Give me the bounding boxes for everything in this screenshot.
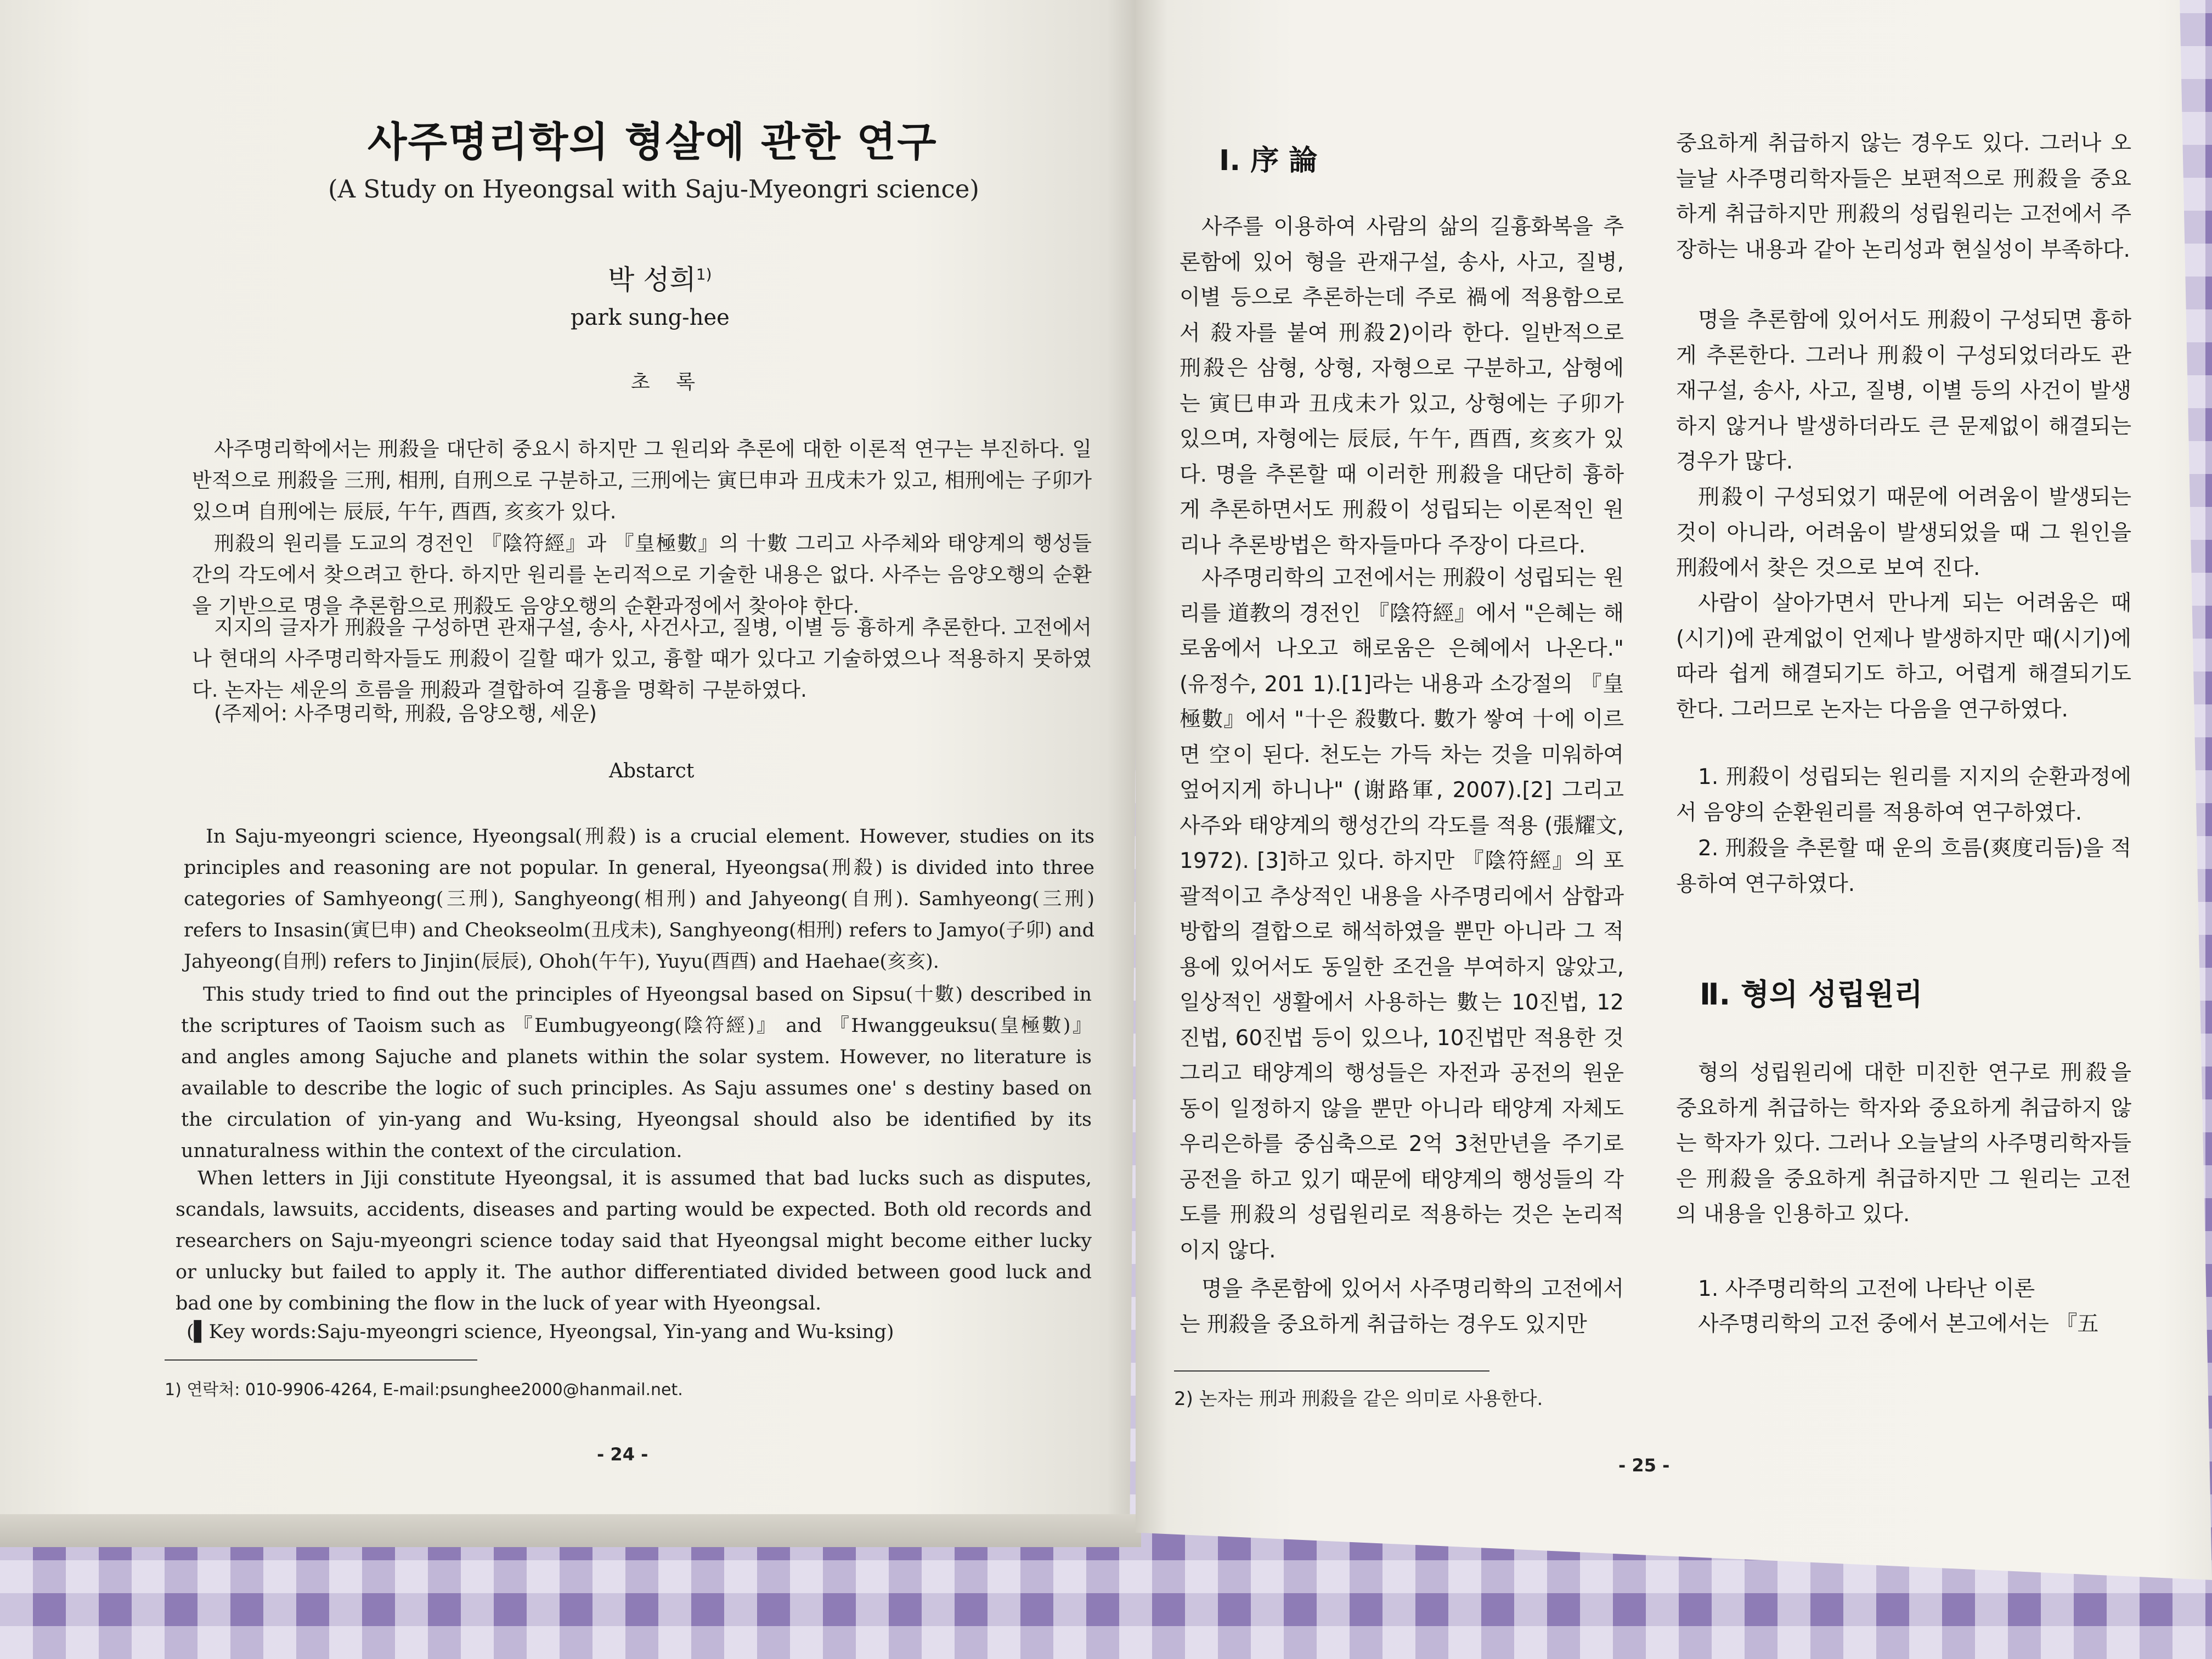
- body-paragraph: 명을 추론함에 있어서도 刑殺이 구성되면 흉하게 추론한다. 그러나 刑殺이 구성되었더라도 관재구설, 송사, 사고, 질병, 이별 등의 사건이 발생하지 않거나 발생하더라도 큰 문제없이 해결되는 경우가 많다.: [1676, 308, 2131, 474]
- page-number-left: - 24 -: [597, 1444, 648, 1465]
- body-paragraph: 중요하게 취급하지 않는 경우도 있다. 그러나 오늘날 사주명리학자들은 보편적으로 刑殺을 중요하게 취급하지만 刑殺의 성립원리는 고전에서 주장하는 내용과 같아 논리성과 현실성이 부족하다.: [1676, 131, 2131, 262]
- abstract-korean-paragraph: 사주명리학에서는 刑殺을 대단히 중요시 하지만 그 원리와 추론에 대한 이론적 연구는 부진하다. 일반적으로 刑殺을 三刑, 相刑, 自刑으로 구분하고, 三刑에는 寅巳申과 丑戌未가 있고, 相刑에는 子卯가 있으며 自刑에는 辰辰, 午午, 酉酉, 亥亥가 있다.: [192, 437, 1092, 523]
- section-2-heading: Ⅱ. 형의 성립원리: [1700, 977, 1923, 1012]
- list-item: 1. 刑殺이 성립되는 원리를 지지의 순환과정에서 음양의 순환원리를 적용하여 연구하였다.: [1676, 765, 2131, 825]
- abstract-english-paragraph: This study tried to find out the principles of Hyeongsal based on Sipsu(十數) described in the scriptures of Taoism such as 『Eumbugyeong(陰符經)』 and 『Hwanggeuksu(皇極數)』 and angles among Sajuche and planets within the solar system. However, no literature is available to describe the logic of such principles. As Saju assumes one' s destiny based on the circulation of yin-yang and Wu-ksing, Hyeongsal should also be identified by its unnaturalness within the context of the circulation.: [181, 984, 1092, 1162]
- footnote-2: 2) 논자는 刑과 刑殺을 같은 의미로 사용한다.: [1174, 1388, 1543, 1410]
- author-footnote-marker: 1): [696, 265, 712, 284]
- footnote-rule: [1174, 1370, 1489, 1372]
- abstract-korean-heading: 초 록: [631, 371, 705, 393]
- author-korean-name: 박 성희: [608, 264, 696, 296]
- keywords-english: (▌Key words:Saju-myeongri science, Hyeongsal, Yin-yang and Wu-ksing): [187, 1321, 894, 1343]
- body-paragraph: 사주명리학의 고전에서는 刑殺이 성립되는 원리를 道教의 경전인 『陰符經』에서 "은혜는 해로움에서 나오고 해로움은 은혜에서 나온다." (유정수, 201 1).[1]라는 내용과 소강절의 『皇極數』에서 "十은 殺數다. 數가 쌓여 十에 이르면 空이 된다. 천도는 가득 차는 것을 미워하여 엎어지게 하니나" (谢路軍, 2007).[2] 그리고 사주와 태양계의 행성간의 각도를 적용 (張耀文, 1972). [3]하고 있다. 하지만 『陰符經』의 포괄적이고 추상적인 내용을 사주명리에서 삼합과 방합의 결합으로 해석하였을 뿐만 아니라 그 적용에 있어서도 동일한 조건을 부여하지 않았고, 일상적인 생활에서 사용하는 數는 10진법, 12진법, 60진법 등이 있으나, 10진법만 적용한 것 그리고 태양계의 행성들은 자전과 공전의 원운동이 일정하지 않을 뿐만 아니라 태양계 자체도 우리은하를 중심축으로 2억 3천만년을 주기로 공전을 하고 있기 때문에 태양계의 행성들의 각도를 刑殺의 성립원리로 적용하는 것은 논리적이지 않다.: [1180, 566, 1624, 1263]
- abstract-korean-paragraph: 지지의 글자가 刑殺을 구성하면 관재구설, 송사, 사건사고, 질병, 이별 등 흉하게 추론한다. 고전에서나 현대의 사주명리학자들도 刑殺이 길할 때가 있고, 흉할 때가 있다고 기술하였으나 적용하지 못하였다. 논자는 세운의 흐름을 刑殺과 결합하여 길흉을 명확히 구분하였다.: [192, 616, 1092, 702]
- footnote-rule: [165, 1359, 477, 1361]
- body-paragraph: 형의 성립원리에 대한 미진한 연구로 刑殺을 중요하게 취급하는 학자와 중요하게 취급하지 않는 학자가 있다. 그러나 오늘날의 사주명리학자들은 刑殺을 중요하게 취급하지만 그 원리는 고전의 내용을 인용하고 있다.: [1676, 1060, 2131, 1227]
- body-paragraph: 사주를 이용하여 사람의 삶의 길흉화복을 추론함에 있어 형을 관재구설, 송사, 사고, 질병, 이별 등으로 추론하는데 주로 禍에 적용함으로서 殺자를 붙여 刑殺2)이라 한다. 일반적으로 刑殺은 삼형, 상형, 자형으로 구분하고, 삼형에는 寅巳申과 丑戌未가 있고, 상형에는 子卯가 있으며, 자형에는 辰辰, 午午, 酉酉, 亥亥가 있다. 명을 추론할 때 이러한 刑殺을 대단히 흉하게 추론하면서도 刑殺이 성립되는 이론적인 원리나 추론방법은 학자들마다 주장이 다르다.: [1180, 215, 1624, 558]
- keywords-korean: (주제어: 사주명리학, 刑殺, 음양오행, 세운): [214, 702, 597, 725]
- author-english: park sung-hee: [571, 305, 730, 330]
- abstract-korean-paragraph: 刑殺의 원리를 도교의 경전인 『陰符經』과 『皇極數』의 十數 그리고 사주체와 태양계의 행성들간의 각도에서 찾으려고 한다. 하지만 원리를 논리적으로 기술한 내용은 없다. 사주는 음양오행의 순환을 기반으로 명을 추론함으로 刑殺도 음양오행의 순환과정에서 찾아야 한다.: [192, 532, 1092, 618]
- section-1-heading: Ⅰ. 序 論: [1219, 144, 1318, 177]
- paper-subtitle: (A Study on Hyeongsal with Saju-Myeongri science): [328, 174, 979, 204]
- body-paragraph: 사람이 살아가면서 만나게 되는 어려움은 때(시기)에 관계없이 언제나 발생하지만 때(시기)에 따라 쉽게 해결되기도 하고, 어렵게 해결되기도 한다. 그러므로 논자는 다음을 연구하였다.: [1676, 591, 2131, 722]
- paper-title: 사주명리학의 형살에 관한 연구: [368, 119, 938, 166]
- abstract-english-paragraph: In Saju-myeongri science, Hyeongsal(刑殺) is a crucial element. However, studies on its principles and reasoning are not popular. In general, Hyeongsa(刑殺) is divided into three categories of Samhyeong(三刑), Sanghyeong(相刑) and Jahyeong(自刑). Samhyeong(三刑) refers to Insasin(寅巳申) and Cheokseolm(丑戌未), Sanghyeong(相刑) refers to Jamyo(子卯) and Jahyeong(自刑) refers to Jinjin(辰辰), Ohoh(午午), Yuyu(酉酉) and Haehae(亥亥).: [184, 826, 1094, 973]
- body-paragraph: 명을 추론함에 있어서 사주명리학의 고전에서는 刑殺을 중요하게 취급하는 경우도 있지만: [1180, 1277, 1624, 1337]
- page-number-right: - 25 -: [1618, 1455, 1670, 1476]
- abstract-english-heading: Abstarct: [609, 760, 695, 782]
- author-korean: [608, 258, 712, 297]
- footnote-1: 1) 연락처: 010-9906-4264, E-mail:psunghee2000@hanmail.net.: [165, 1380, 683, 1400]
- subsection-heading: 1. 사주명리학의 고전에 나타난 이론: [1698, 1277, 2035, 1301]
- body-paragraph: 刑殺이 구성되었기 때문에 어려움이 발생되는 것이 아니라, 어려움이 발생되었을 때 그 원인을 刑殺에서 찾은 것으로 보여 진다.: [1676, 485, 2131, 580]
- left-page-edge: [0, 1514, 1141, 1547]
- body-paragraph: 사주명리학의 고전 중에서 본고에서는 『五: [1698, 1312, 2099, 1336]
- list-item: 2. 刑殺을 추론할 때 운의 흐름(爽度리듬)을 적용하여 연구하였다.: [1676, 836, 2131, 896]
- abstract-english-paragraph: When letters in Jiji constitute Hyeongsal, it is assumed that bad lucks such as disputes, scandals, lawsuits, accidents, diseases and parting would be expected. Both old records and researchers on Saju-myeongri science today said that Hyeongsal might become either lucky or unlucky but failed to apply it. The author differentiated divided between good luck and bad one by combining the flow in the luck of year with Hyeongsal.: [176, 1167, 1092, 1314]
